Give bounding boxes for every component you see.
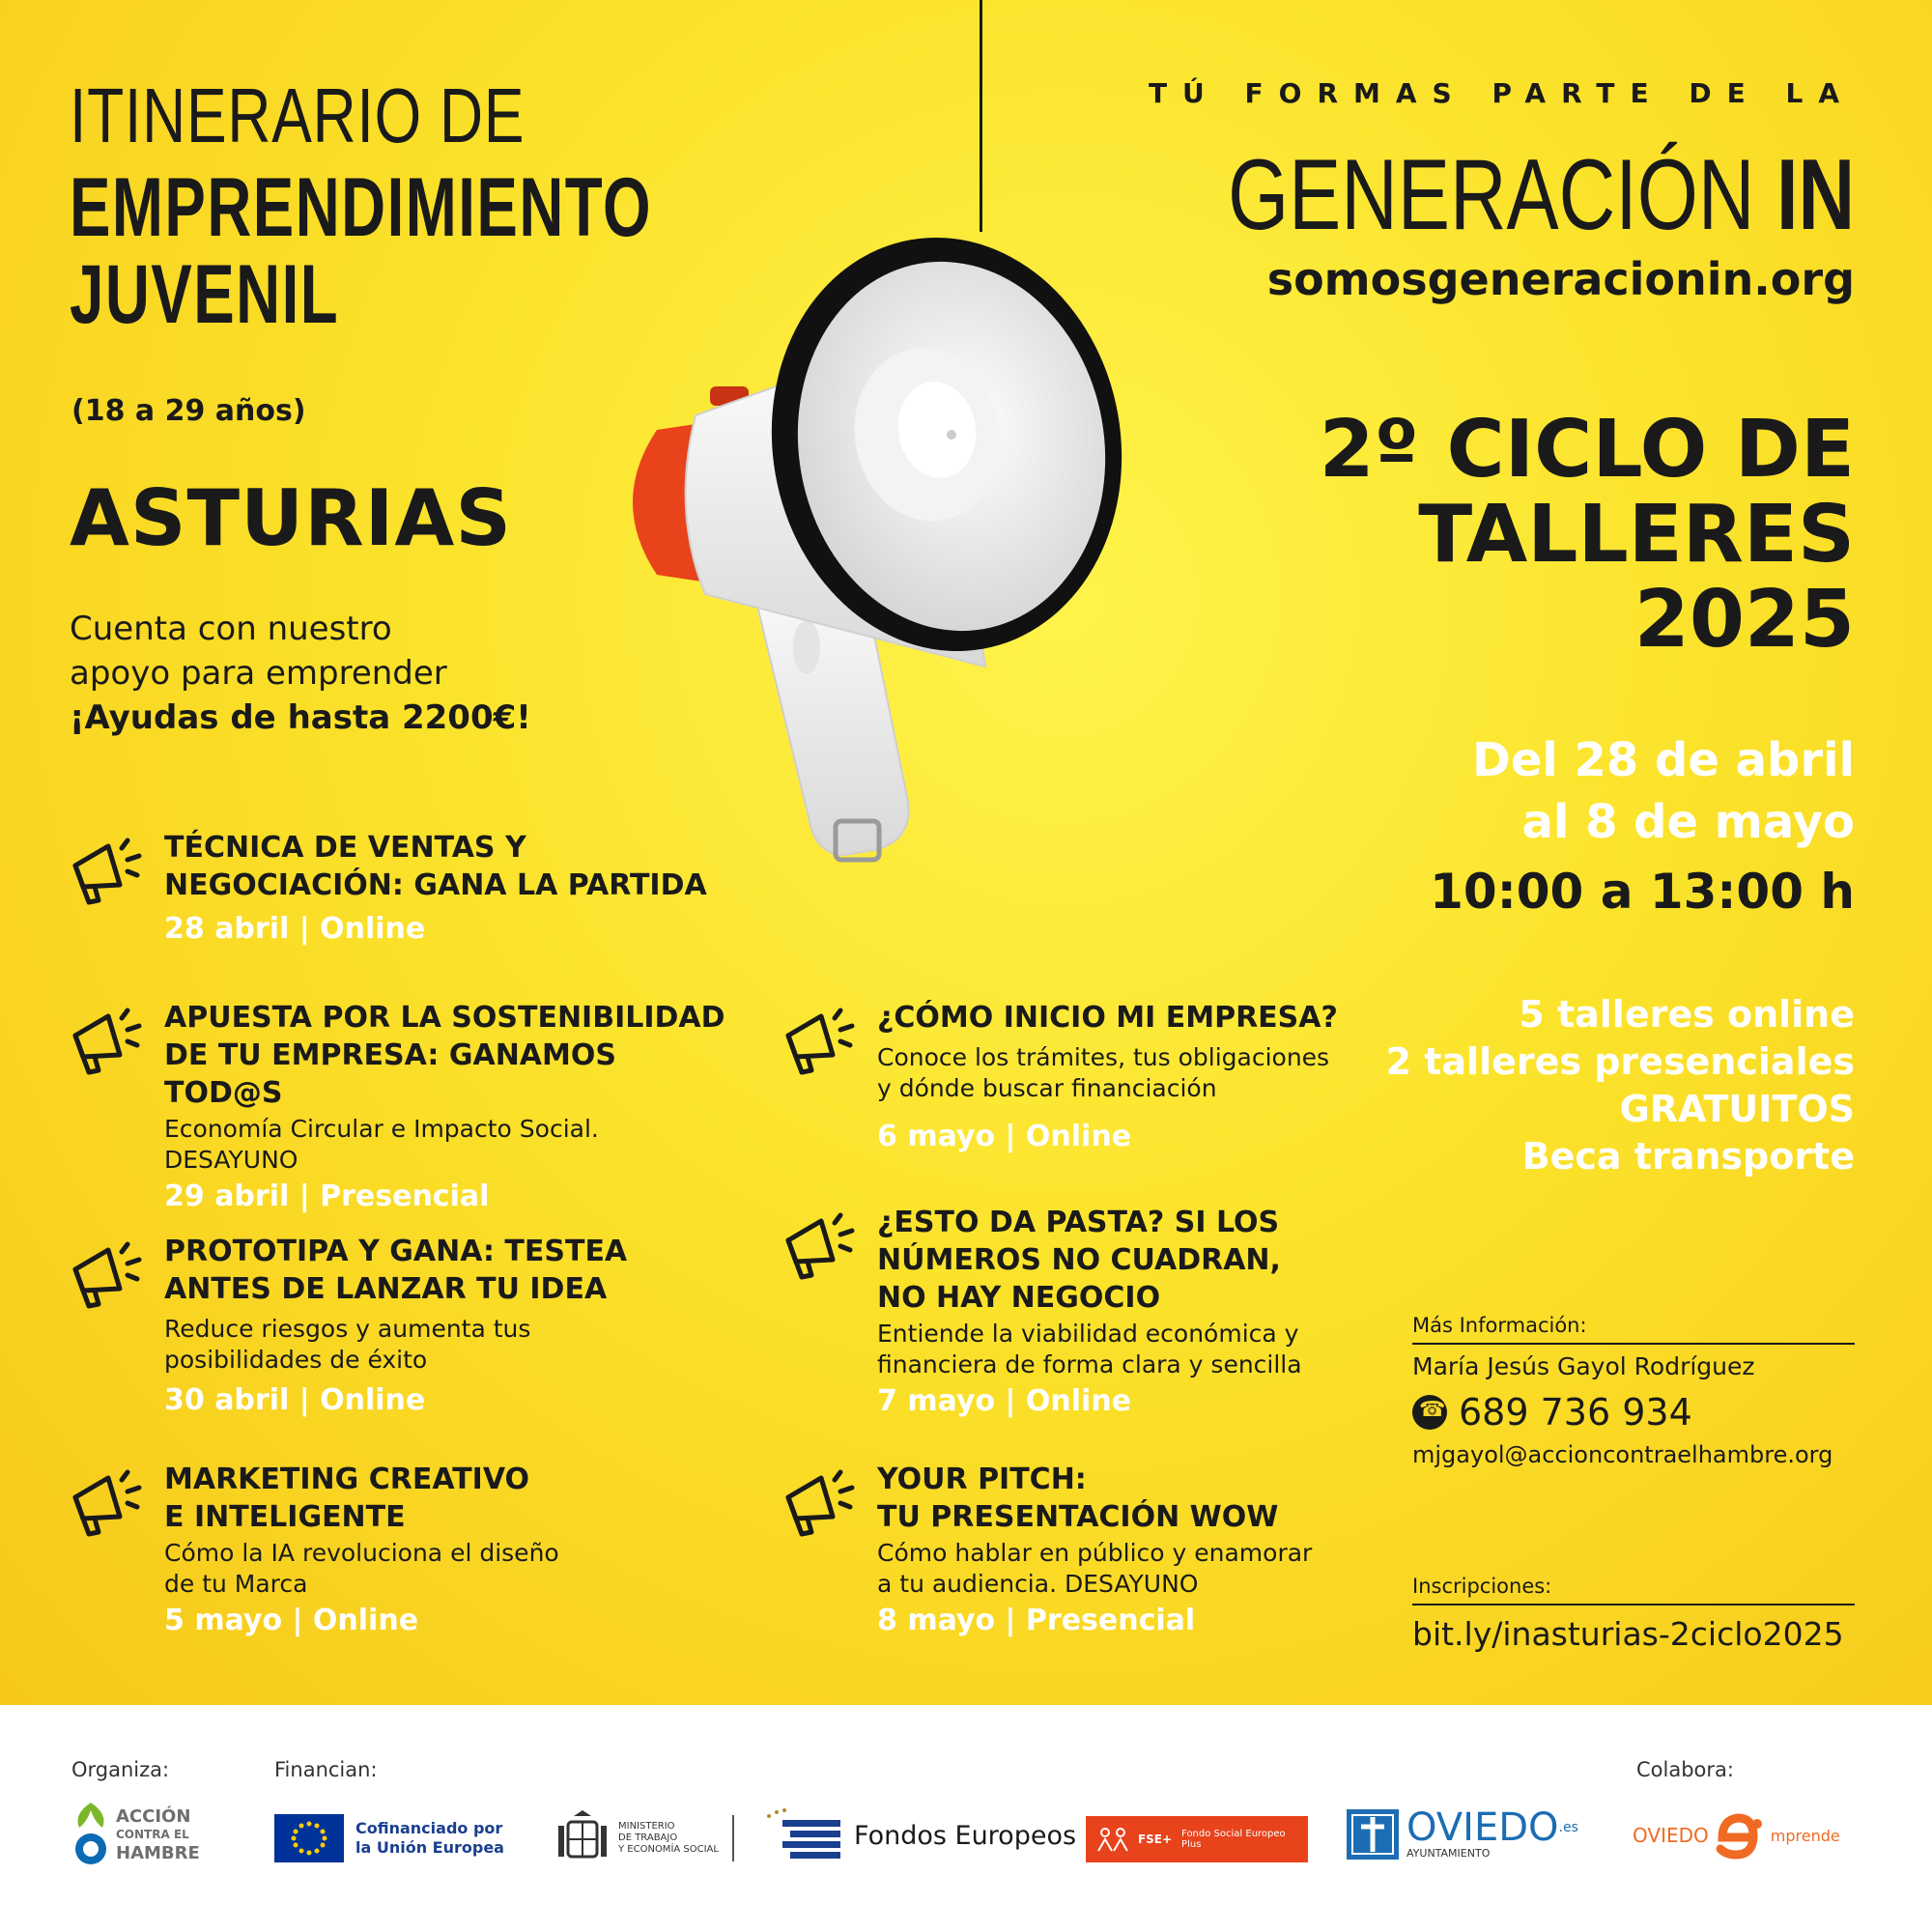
emprende-text: mprende: [1770, 1826, 1840, 1845]
ach-line3: HAMBRE: [116, 1842, 200, 1863]
fondos-europeos-icon: [763, 1806, 844, 1864]
oviedo-emprende-logo: [1633, 1808, 1840, 1862]
support-text: [70, 607, 531, 740]
colabora-label: Colabora:: [1636, 1758, 1734, 1781]
eu-cofinanced-logo: [274, 1814, 504, 1862]
eu-line1: Cofinanciado por: [355, 1819, 503, 1837]
workshop-item: [164, 1461, 744, 1637]
tagline: TÚ FORMAS PARTE DE LA: [1148, 77, 1855, 109]
free-label: GRATUITOS: [1619, 1088, 1855, 1130]
count-presential: 2 talleres presenciales: [1385, 1040, 1855, 1083]
fondos-europeos-text: Fondos Europeos: [854, 1820, 1077, 1851]
workshop-title: PROTOTIPA Y GANA: TESTEA ANTES DE LANZAR TU IDEA: [164, 1235, 628, 1306]
megaphone-icon: [781, 1202, 860, 1281]
workshop-date: 29 abril | Presencial: [164, 1179, 490, 1213]
oviedo-shield-icon: [1347, 1809, 1399, 1860]
phone-number[interactable]: 689 736 934: [1459, 1391, 1692, 1434]
registration-label: Inscripciones:: [1412, 1575, 1855, 1605]
oviedo-sub: AYUNTAMIENTO: [1406, 1847, 1491, 1860]
oviedo-es: .es: [1558, 1820, 1578, 1835]
program-title-line3: JUVENIL: [70, 248, 340, 341]
schedule-hours: 10:00 a 13:00 h: [1430, 864, 1855, 920]
ministerio-trabajo-logo: [554, 1808, 734, 1868]
emprende-e-icon: [1709, 1808, 1771, 1862]
fse-plus-logo: [1086, 1816, 1308, 1862]
fse-text: Fondo Social Europeo Plus: [1181, 1829, 1286, 1850]
count-online: 5 talleres online: [1519, 993, 1855, 1036]
fse-label: FSE+: [1137, 1833, 1173, 1846]
megaphone-cord: [980, 0, 982, 232]
leaf-drop-icon: [70, 1799, 112, 1870]
megaphone-icon: [781, 997, 860, 1076]
registration-link[interactable]: bit.ly/inasturias-2ciclo2025: [1412, 1615, 1844, 1653]
megaphone-icon: [781, 1459, 860, 1538]
region-title: ASTURIAS: [70, 473, 512, 563]
workshop-item: [877, 999, 1457, 1153]
support-line2: apoyo para emprender: [70, 654, 447, 693]
workshop-item: [164, 829, 744, 946]
transport-grant: Beca transporte: [1521, 1135, 1855, 1178]
info-label: Más Información:: [1412, 1314, 1855, 1345]
cycle-title: [1319, 404, 1855, 666]
ach-line2: CONTRA EL: [116, 1827, 189, 1841]
organiza-label: Organiza:: [71, 1758, 170, 1781]
workshop-title: TÉCNICA DE VENTAS Y NEGOCIACIÓN: GANA LA PARTIDA: [164, 831, 707, 902]
date-range-line1: Del 28 de abril: [1471, 733, 1855, 787]
financian-label: Financian:: [274, 1758, 378, 1781]
workshop-date: 6 mayo | Online: [877, 1120, 1132, 1153]
workshop-title: MARKETING CREATIVO E INTELIGENTE: [164, 1463, 530, 1534]
ach-line1: ACCIÓN: [116, 1805, 191, 1827]
program-title-line2: EMPRENDIMIENTO: [70, 161, 652, 254]
spain-coat-of-arms-icon: [554, 1808, 611, 1868]
workshop-date: 7 mayo | Online: [877, 1384, 1132, 1418]
workshop-item: [164, 999, 744, 1213]
fse-people-icon: [1095, 1826, 1130, 1853]
workshop-item: [877, 1204, 1457, 1418]
cycle-line3: 2025: [1634, 574, 1855, 666]
brand-bold: IN: [1776, 139, 1855, 251]
contact-name: María Jesús Gayol Rodríguez: [1412, 1352, 1755, 1380]
workshop-date: 30 abril | Online: [164, 1383, 426, 1417]
workshop-description: Cómo la IA revoluciona el diseño de tu Marca: [164, 1539, 559, 1598]
emprende-oviedo-text: OVIEDO: [1633, 1824, 1709, 1847]
workshop-date: 8 mayo | Presencial: [877, 1604, 1196, 1637]
workshop-description: Economía Circular e Impacto Social. DESAYUNO: [164, 1115, 599, 1174]
date-range-line2: al 8 de mayo: [1521, 795, 1855, 849]
age-range: (18 a 29 años): [71, 394, 306, 428]
fondos-europeos-logo: [763, 1806, 1076, 1864]
website-link[interactable]: somosgeneracionin.org: [1266, 253, 1855, 305]
workshop-description: Reduce riesgos y aumenta tus posibilidades de éxito: [164, 1315, 531, 1374]
workshop-date: 28 abril | Online: [164, 912, 426, 946]
workshop-item: [164, 1233, 744, 1417]
eu-flag-icon: [274, 1814, 344, 1862]
min-line3: Y ECONOMÍA SOCIAL: [618, 1844, 719, 1855]
workshop-title: YOUR PITCH: TU PRESENTACIÓN WOW: [877, 1463, 1279, 1534]
megaphone-icon: [68, 1231, 147, 1310]
brand-light: GENERACIÓN: [1227, 139, 1755, 251]
workshop-title: ¿ESTO DA PASTA? SI LOS NÚMEROS NO CUADRAN, NO HAY NEGOCIO: [877, 1206, 1281, 1315]
workshop-item: [877, 1461, 1457, 1637]
support-line1: Cuenta con nuestro: [70, 610, 392, 648]
oviedo-text: OVIEDO: [1406, 1805, 1559, 1850]
workshop-title: APUESTA POR LA SOSTENIBILIDAD DE TU EMPRESA: GANAMOS TOD@S: [164, 1001, 725, 1110]
cycle-line1: 2º CICLO DE: [1319, 404, 1855, 496]
accion-contra-el-hambre-logo: [70, 1799, 200, 1870]
megaphone-icon: [68, 997, 147, 1076]
min-line1: MINISTERIO: [618, 1821, 675, 1832]
workshop-description: Entiende la viabilidad económica y financiera de forma clara y sencilla: [877, 1320, 1302, 1378]
min-line2: DE TRABAJO: [618, 1833, 678, 1843]
brand-title: [1227, 139, 1855, 251]
megaphone-icon: [68, 827, 147, 906]
workshop-title: ¿CÓMO INICIO MI EMPRESA?: [877, 1001, 1338, 1035]
grant-amount: ¡Ayudas de hasta 2200€!: [70, 698, 531, 737]
contact-email[interactable]: mjgayol@accioncontraelhambre.org: [1412, 1441, 1833, 1468]
eu-line2: la Unión Europea: [355, 1838, 504, 1857]
oviedo-ayuntamiento-logo: [1347, 1805, 1578, 1860]
workshop-description: Cómo hablar en público y enamorar a tu audiencia. DESAYUNO: [877, 1539, 1313, 1598]
date-range: [1472, 729, 1855, 853]
cycle-line2: TALLERES: [1418, 489, 1855, 581]
program-title-line1: ITINERARIO DE: [70, 72, 526, 158]
workshop-description: Conoce los trámites, tus obligaciones y dónde buscar financiación: [877, 1043, 1330, 1102]
megaphone-icon: [68, 1459, 147, 1538]
workshop-date: 5 mayo | Online: [164, 1604, 419, 1637]
megaphone-illustration: [618, 222, 1217, 889]
